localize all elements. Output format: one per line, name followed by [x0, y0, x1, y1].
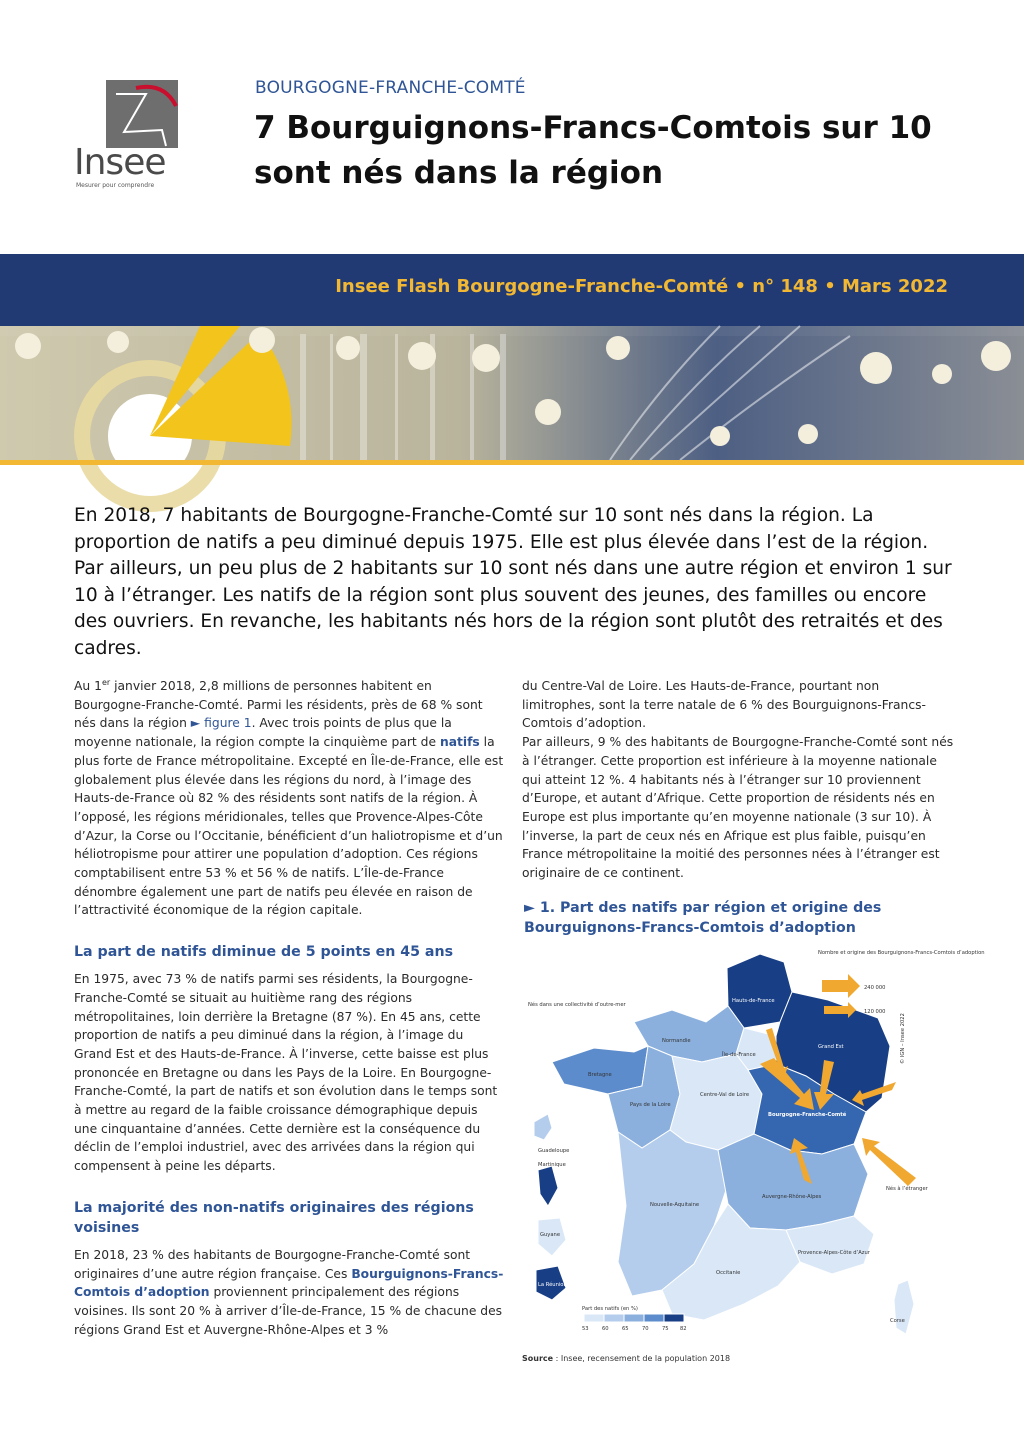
label-ara: Auvergne-Rhône-Alpes	[762, 1194, 822, 1200]
scale-swatch-1	[584, 1314, 604, 1322]
paragraph-2: En 1975, avec 73 % de natifs parmi ses résidents, la Bourgogne-Franche-Comté se situait au huitième rang des régions métropolitaines, loin derrière la Bretagne (87 %). En 45 ans, cette proportion de natifs a peu diminué dans la région, à l’image du Grand Est et des Hauts-de-France. À l’inverse, cette baisse est plus prononcée en Bretagne ou dans les Pays de la Loire. En Bourgogne-Franche-Comté, la part de natifs et son évolution dans le temps sont à mettre au regard de la faible croissance démographique depuis une cinquantaine d’années. Cette dernière est la conséquence du déclin de l’emploi industriel, avec des arrivées dans la région qui compensent à peine les départs.	[74, 972, 498, 1174]
label-na: Nouvelle-Aquitaine	[650, 1202, 700, 1208]
lead-paragraph: En 2018, 7 habitants de Bourgogne-Franche-Comté sur 10 sont nés dans la région. La proportion de natifs a peu diminué depuis 1975. Elle est plus élevée dans l’est de la région. Par ailleurs, un peu plus de 2 habitants sur 10 sont nés dans une autre région et environ 1 sur 10 à l’étranger. Les natifs de la région sont plus souvent des jeunes, des familles ou encore des ouvriers. En revanche, les habitants nés hors de la région sont plutôt des retraités et des cadres.	[74, 505, 952, 659]
paragraph-3: En 2018, 23 % des habitants de Bourgogne-Franche-Comté sont originaires d’une autre région française. Ces Bourguignons-Francs-Comtois d’adoption proviennent principalement des régions voisines. Ils sont 20 % à arriver d’Île-de-France, 15 % de chacune des régions Grand Est et Auvergne-Rhône-Alpes et 3 %	[74, 1247, 504, 1337]
page-title	[254, 106, 974, 196]
label-bre: Bretagne	[588, 1072, 612, 1078]
insee-logo	[74, 76, 182, 194]
figure-title: ► 1. Part des natifs par région et origine des Bourguignons-Francs-Comtois d’adoption	[524, 900, 882, 936]
banner-accent-line	[0, 460, 1024, 465]
label-idf: Île-de-France	[722, 1052, 756, 1058]
map-copyright: © IGN – Insee 2022	[900, 1013, 906, 1064]
banner-graphic-icon	[0, 326, 1024, 460]
legend-arrow-big-icon	[822, 974, 860, 998]
label-pdl: Pays de la Loire	[630, 1102, 671, 1108]
scale-swatch-3	[624, 1314, 644, 1322]
arrow-from-abroad-icon	[862, 1138, 916, 1186]
scale-swatch-5	[664, 1314, 684, 1322]
label-bfc: Bourgogne-Franche-Comté	[768, 1112, 847, 1118]
label-cvl: Centre-Val de Loire	[700, 1092, 750, 1098]
logo-swoosh-icon	[106, 80, 178, 148]
subheading-non-natifs: La majorité des non-natifs originaires des régions voisines	[74, 1199, 474, 1236]
label-mar: Martinique	[538, 1162, 566, 1168]
label-occ: Occitanie	[716, 1270, 741, 1276]
left-column	[74, 677, 504, 1339]
scale-title: Part des natifs (en %)	[582, 1306, 638, 1312]
label-reu: La Réunion	[538, 1282, 567, 1288]
scale-tick: 70	[642, 1326, 649, 1332]
label-ge: Grand Est	[818, 1044, 844, 1050]
scale-tick: 75	[662, 1326, 669, 1332]
label-paca: Provence-Alpes-Côte d’Azur	[798, 1250, 870, 1256]
note-outre-mer: Nés dans une collectivité d’outre-mer	[528, 1002, 626, 1008]
legend-big-value: 240 000	[864, 985, 886, 991]
figure-source: Source : Insee, recensement de la population 2018	[522, 1354, 731, 1363]
label-cor: Corse	[890, 1318, 905, 1324]
decorative-banner	[0, 326, 1024, 460]
logo-tagline: Mesurer pour comprendre	[76, 182, 155, 189]
label-hdf: Hauts-de-France	[732, 998, 775, 1004]
france-natives-map	[522, 944, 985, 1352]
label-nor: Normandie	[662, 1038, 691, 1044]
region-label: BOURGOGNE-FRANCHE-COMTÉ	[255, 78, 526, 98]
label-guy: Guyane	[540, 1232, 561, 1238]
scale-tick: 53	[582, 1326, 589, 1332]
note-abroad: Nés à l’étranger	[886, 1186, 928, 1192]
map-region-bre	[552, 1046, 648, 1094]
map-region-gua	[534, 1114, 552, 1140]
scale-ticks	[582, 1326, 687, 1332]
scale-swatch-4	[644, 1314, 664, 1322]
paragraph-right-1: du Centre-Val de Loire. Les Hauts-de-France, pourtant non limitrophes, sont la terre natale de 6 % des Bourguignons-Francs-Comtois d’adoption.	[522, 679, 926, 731]
map-region-mar	[538, 1166, 558, 1206]
legend-small-value: 120 000	[864, 1009, 886, 1015]
legend-title: Nombre et origine des Bourguignons-Francs-Comtois d’adoption	[818, 950, 985, 956]
title-line-2: sont nés dans la région	[254, 155, 664, 191]
map-region-cor	[894, 1280, 914, 1334]
scale-tick: 65	[622, 1326, 629, 1332]
scale-swatch-2	[604, 1314, 624, 1322]
paragraph-right-2: Par ailleurs, 9 % des habitants de Bourgogne-Franche-Comté sont nés à l’étranger. Cette proportion est inférieure à la moyenne nationale qui atteint 12 %. 4 habitants nés à l’étranger sur 10 proviennent d’Europe, et autant d’Afrique. Cette proportion de résidents nés en Europe est plus importante qu’en moyenne nationale (3 sur 10). À l’inverse, la part de ceux nés en Afrique est plus faible, puisqu’en France métropolitaine la moitié des personnes nées à l’étranger est originaire de ce continent.	[522, 735, 954, 881]
logo-word: Insee	[74, 142, 166, 183]
right-column	[522, 677, 954, 883]
scale-tick: 60	[602, 1326, 609, 1332]
figure-1-link[interactable]: ► figure 1	[190, 716, 252, 731]
title-line-1: 7 Bourguignons-Francs-Comtois sur 10	[254, 110, 932, 146]
adoption-definition-link[interactable]: Bourguignons-Francs-Comtois d’adoption	[74, 1266, 504, 1300]
label-gua: Guadeloupe	[538, 1148, 570, 1154]
natifs-definition-link[interactable]: natifs	[439, 735, 480, 750]
scale-tick: 82	[680, 1326, 687, 1332]
subheading-natifs-decline: La part de natifs diminue de 5 points en 45 ans	[74, 944, 454, 961]
color-scale	[584, 1314, 684, 1322]
logo-mark	[106, 80, 178, 148]
paragraph-1: Au 1er janvier 2018, 2,8 millions de personnes habitent en Bourgogne-Franche-Comté. Parmi les résidents, près de 68 % sont nés dans la région ► figure 1. Avec trois points de plus que la moyenne nationale, la région compte la cinquième part de natifs la plus forte de France métropolitaine. Excepté en Île-de-France, elle est globalement plus élevée dans les régions du nord, à l’image des Hauts-de-France où 82 % des résidents sont natifs de la région. À l’opposé, les régions méridionales, telles que Provence-Alpes-Côte d’Azur, la Corse ou l’Occitanie, bénéficient d’un haliotropisme et d’un héliotropisme pour attirer une population d’adoption. Ces régions comptabilisent entre 53 % et 56 % de natifs. L’Île-de-France dénombre également une part de natifs peu élevée en raison de l’attractivité économique de la région capitale.	[74, 677, 504, 918]
publication-band	[0, 254, 1024, 326]
publication-info: Insee Flash Bourgogne-Franche-Comté • n° 148 • Mars 2022	[335, 276, 948, 297]
